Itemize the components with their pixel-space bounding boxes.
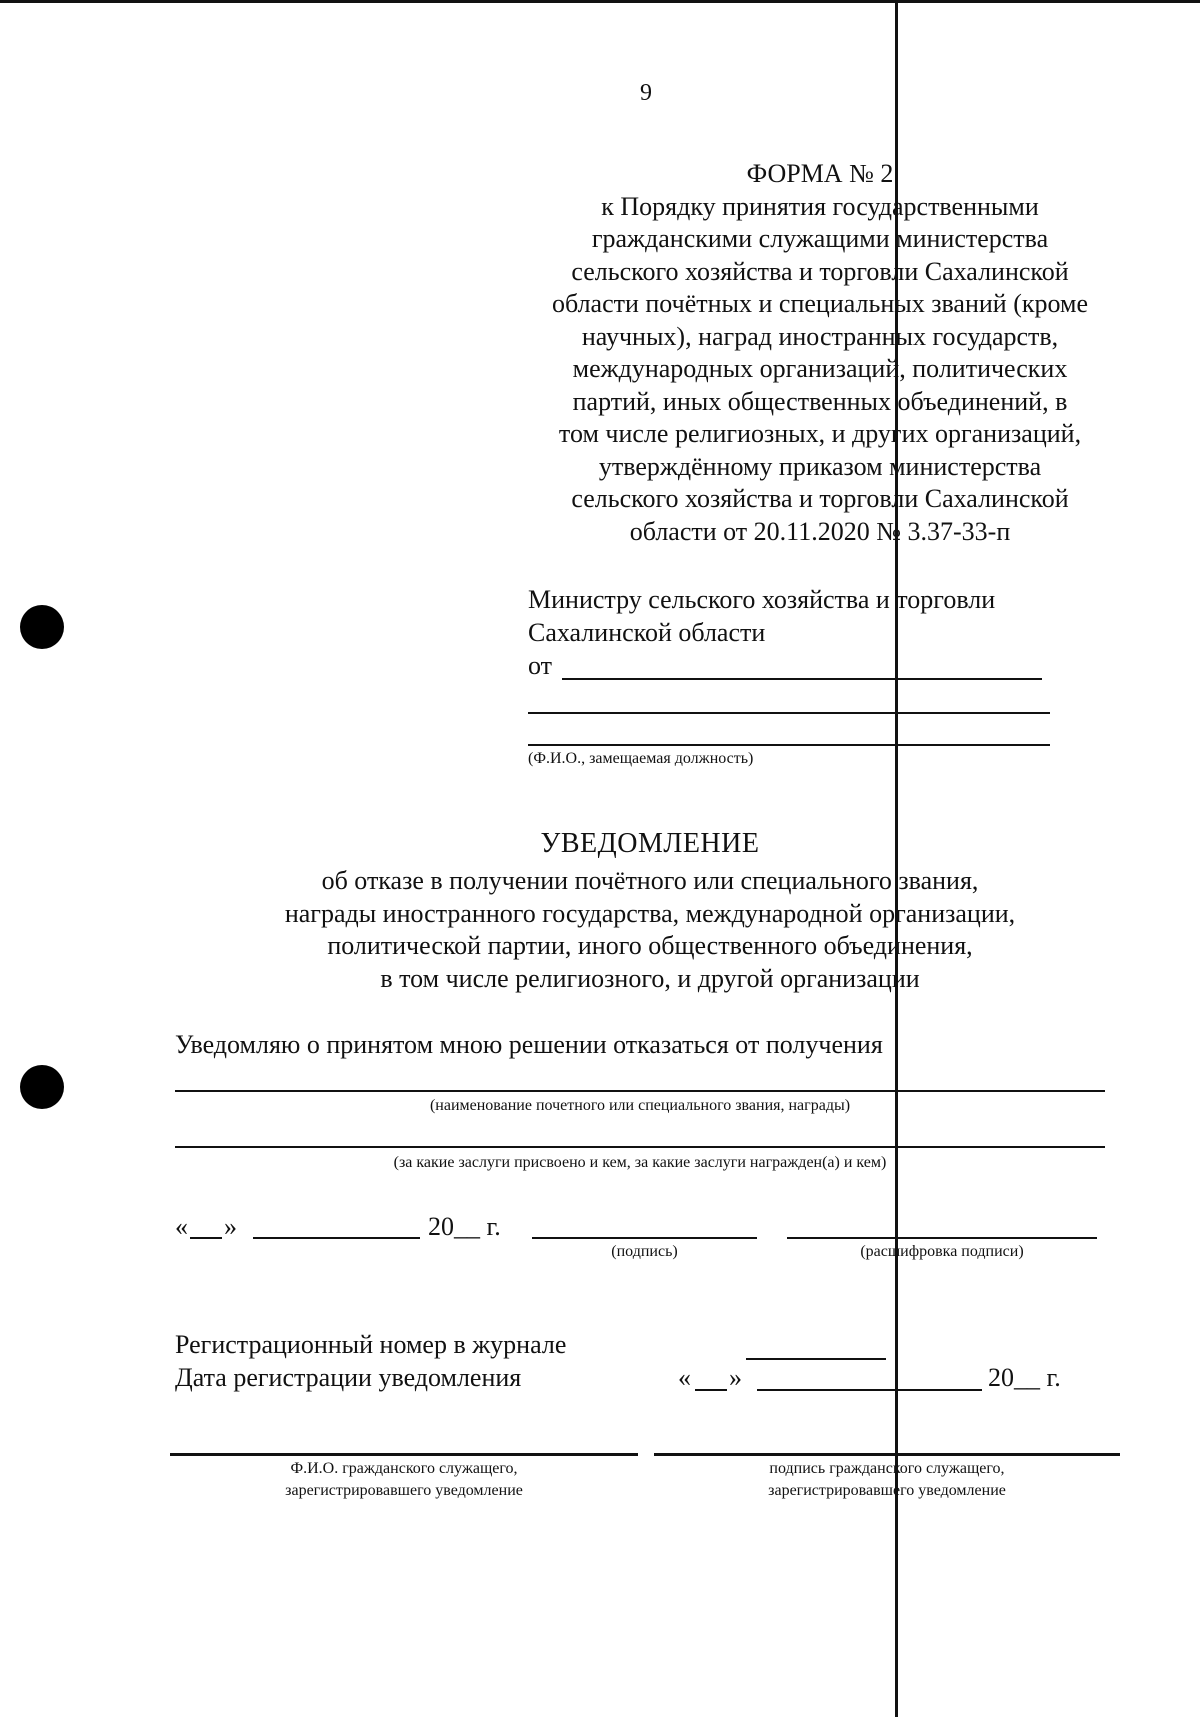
merits-field[interactable] (175, 1146, 1105, 1148)
award-caption: (наименование почетного или специального звания, награды) (429, 1097, 851, 1114)
registrar-name-caption (170, 1458, 638, 1502)
registration-number-field[interactable] (746, 1358, 886, 1360)
sign-date-quote-close: » (224, 1212, 237, 1241)
addressee-block (528, 583, 1058, 682)
form-header-line: области почётных и специальных званий (кроме (551, 289, 1088, 318)
decoding-caption: (расшифровка подписи) (860, 1243, 1024, 1260)
form-header-line: научных), наград иностранных государств, (581, 321, 1059, 351)
addressee-caption: (Ф.И.О., замещаемая должность) (528, 750, 754, 767)
registrar-signature-caption-line-2: зарегистрировавшего уведомление (768, 1482, 1006, 1499)
registrar-signature-caption-line-1: подпись гражданского служащего, (769, 1460, 1005, 1477)
merits-caption: (за какие заслуги присвоено и кем, за какие заслуги награжден(а) и кем) (393, 1154, 887, 1171)
reg-day-field[interactable] (695, 1389, 727, 1391)
sign-day-field[interactable] (190, 1237, 222, 1239)
addressee-line-2: Сахалинской области (528, 618, 766, 647)
punch-hole-bottom (20, 1065, 64, 1109)
form-header-line: сельского хозяйства и торговли Сахалинской (571, 256, 1069, 286)
registrar-signature-caption (654, 1458, 1120, 1502)
signature-decoding-field[interactable] (787, 1237, 1097, 1239)
reg-month-field[interactable] (757, 1389, 982, 1391)
notice-subtitle (160, 865, 1140, 995)
signature-field[interactable] (532, 1237, 757, 1239)
form-header (520, 158, 1120, 548)
punch-hole-top (20, 605, 64, 649)
page-number: 9 (640, 80, 652, 106)
registrar-name-field[interactable] (170, 1453, 638, 1456)
notice-subtitle-line: об отказе в получении почётного или специального звания, (321, 866, 979, 895)
registrar-name-caption-line-2: зарегистрировавшего уведомление (285, 1482, 523, 1499)
form-header-line: международных организаций, политических (572, 354, 1068, 383)
reg-date-quote-close: » (729, 1363, 742, 1392)
addressee-line-1: Министру сельского хозяйства и торговли (528, 585, 996, 614)
notice-subtitle-line: в том числе религиозного, и другой организации (380, 963, 920, 993)
award-name-field[interactable] (175, 1090, 1105, 1092)
reg-year: 20__ г. (988, 1363, 1061, 1392)
from-position-field-2[interactable] (528, 744, 1050, 746)
signature-caption: (подпись) (611, 1243, 678, 1260)
form-header-line: том числе религиозных, и других организаций, (558, 419, 1082, 448)
registrar-name-caption-line-1: Ф.И.О. гражданского служащего, (290, 1460, 518, 1477)
form-header-line: сельского хозяйства и торговли Сахалинской (571, 484, 1069, 513)
form-header-line: утверждённому приказом министерства (598, 451, 1042, 481)
from-name-field[interactable] (562, 678, 1042, 680)
sign-year: 20__ г. (428, 1212, 501, 1241)
notice-title: УВЕДОМЛЕНИЕ (540, 828, 760, 859)
registrar-signature-field[interactable] (654, 1453, 1120, 1456)
registration-date-label: Дата регистрации уведомления (175, 1363, 522, 1392)
notice-subtitle-line: политической партии, иного общественного объединения, (327, 931, 973, 960)
registration-number-label: Регистрационный номер в журнале (175, 1330, 567, 1359)
reg-date-quote-open: « (678, 1363, 691, 1392)
form-header-line: к Порядку принятия государственными (601, 191, 1039, 221)
sign-date-quote-open: « (175, 1212, 188, 1241)
notice-subtitle-line: награды иностранного государства, международной организации, (284, 898, 1016, 928)
scan-top-border (0, 0, 1200, 3)
form-header-line: гражданскими служащими министерства (591, 224, 1049, 253)
form-header-line: партий, иных общественных объединений, в (572, 386, 1068, 416)
form-title: ФОРМА № 2 (746, 159, 894, 188)
notice-statement: Уведомляю о принятом мною решении отказаться от получения (175, 1030, 883, 1059)
form-header-line: области от 20.11.2020 № 3.37-33-п (629, 516, 1011, 546)
addressee-from-label: от (528, 651, 553, 680)
from-position-field[interactable] (528, 712, 1050, 714)
sign-month-field[interactable] (253, 1237, 420, 1239)
